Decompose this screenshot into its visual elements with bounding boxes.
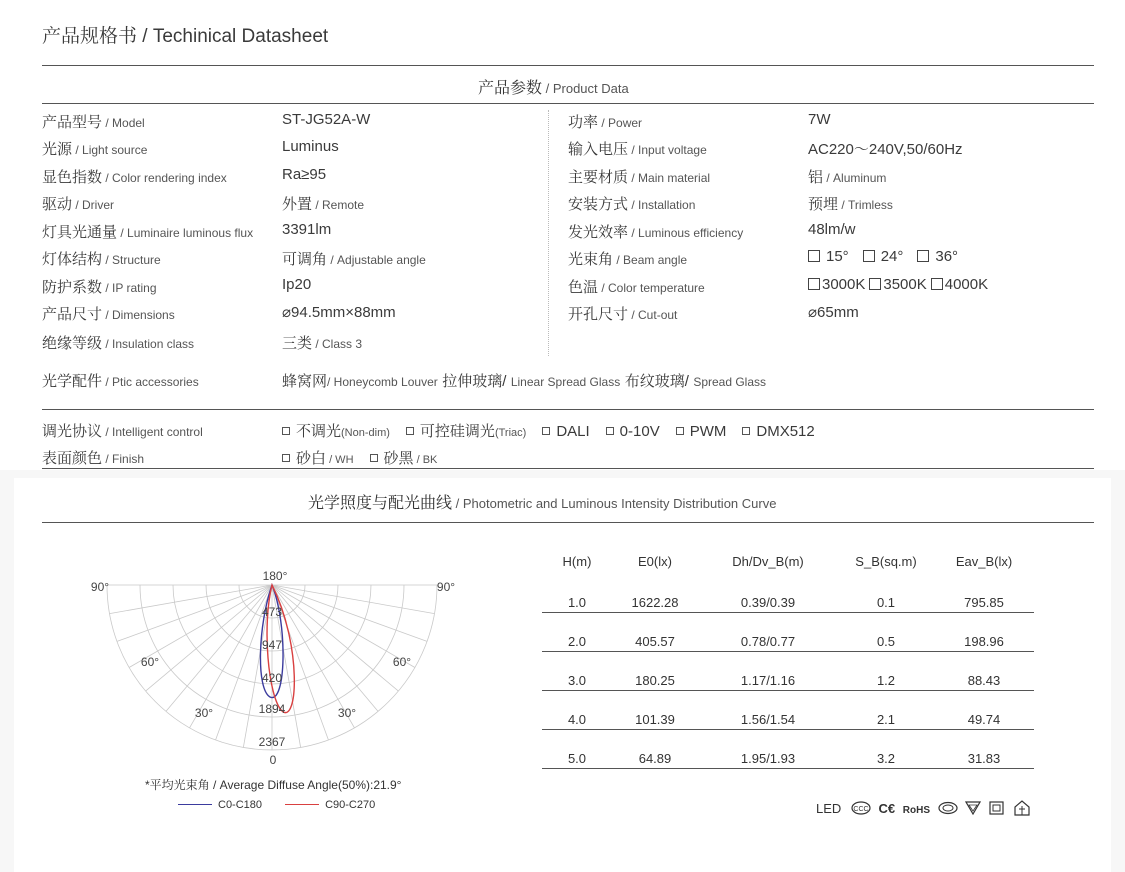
svg-text:CCC: CCC	[853, 806, 869, 813]
spec-label	[42, 193, 114, 214]
spec-label-cn: 光束角	[568, 251, 614, 268]
spec-value-text: AC220～240V,50/60Hz	[808, 141, 963, 158]
spec-value-text: ST-JG52A-W	[282, 111, 371, 128]
table-cell: 3.0	[542, 652, 612, 691]
spec-label-en: / Power	[598, 116, 643, 130]
spec-label-cn: 绝缘等级	[42, 335, 103, 352]
spec-value	[808, 111, 831, 129]
table-cell: 405.57	[612, 613, 698, 652]
spec-value-text: 可调角	[282, 251, 328, 268]
legend-label-c0: C0-C180	[218, 799, 263, 811]
table-cell: 1622.28	[612, 574, 698, 613]
polar-angle-label: 0	[269, 753, 277, 767]
dimming-option[interactable]	[676, 423, 727, 440]
spec-label	[42, 303, 175, 324]
dimming-options	[282, 420, 831, 441]
spec-value-en: / Aluminum	[823, 171, 887, 185]
led-mark: LED	[816, 801, 842, 816]
table-cell: 1.0	[542, 574, 612, 613]
energy-icon	[938, 801, 958, 815]
spec-label-cn: 灯具光通量	[42, 224, 118, 241]
checkbox-icon[interactable]	[370, 454, 378, 462]
spec-label-en: / Color rendering index	[102, 171, 227, 185]
spec-label	[568, 303, 677, 324]
checkbox-icon[interactable]	[808, 278, 820, 290]
checkbox-icon[interactable]	[542, 427, 550, 435]
spec-label-cn: 产品尺寸	[42, 306, 103, 323]
spec-value-text: Ip20	[282, 276, 312, 293]
checkbox-icon[interactable]	[282, 427, 290, 435]
spec-label-cn: 驱动	[42, 196, 73, 213]
product-data-title-cn: 产品参数	[478, 80, 543, 97]
table-cell: 0.1	[838, 574, 934, 613]
dimming-label	[42, 420, 203, 441]
spec-value	[282, 138, 339, 156]
double-insulation-icon	[989, 801, 1005, 815]
color-temp-options	[808, 276, 992, 294]
spec-value-en: / Adjustable angle	[327, 253, 426, 267]
spec-value	[282, 248, 426, 269]
accessory-spread-cn: 布纹玻璃/	[624, 373, 689, 390]
table-cell: 3.2	[838, 730, 934, 769]
polar-angle-label: 30°	[337, 706, 357, 720]
spec-value-text: ⌀65mm	[808, 304, 859, 321]
spec-label-cn: 发光效率	[568, 224, 629, 241]
product-data-title	[478, 75, 629, 98]
spec-value	[282, 111, 370, 129]
table-cell: 2.0	[542, 613, 612, 652]
table-cell: 49.74	[934, 691, 1034, 730]
finish-options	[282, 447, 453, 468]
table-cell: 5.0	[542, 730, 612, 769]
finish-option-en: / BK	[413, 454, 438, 466]
product-data-title-en: / Product Data	[542, 81, 629, 96]
checkbox-icon[interactable]	[676, 427, 684, 435]
spec-label-en: / Structure	[102, 253, 161, 267]
dimming-option-en: (Non-dim)	[341, 427, 390, 439]
spec-value	[282, 166, 326, 184]
table-row	[542, 730, 1034, 769]
color-temp-value: 3000K	[822, 276, 866, 293]
photometric-title	[308, 490, 776, 513]
table-row	[542, 652, 1034, 691]
certification-marks	[816, 800, 1031, 816]
spec-value	[282, 303, 396, 322]
legend-line-c90	[285, 804, 319, 805]
product-data-rule	[42, 103, 1094, 104]
spec-label-en: / Dimensions	[102, 308, 175, 322]
color-temp-option[interactable]	[931, 276, 988, 293]
legend-line-c0	[178, 804, 212, 805]
column-divider	[548, 110, 549, 356]
spec-label	[568, 248, 687, 269]
spec-label	[42, 276, 157, 297]
polar-angle-label: 60°	[140, 655, 160, 669]
table-cell: 88.43	[934, 652, 1034, 691]
spec-label	[568, 221, 743, 242]
furniture-mount-icon	[965, 801, 981, 815]
checkbox-icon[interactable]	[606, 427, 614, 435]
color-temp-value: 3500K	[883, 276, 927, 293]
spec-value-text: 外置	[282, 196, 313, 213]
table-row	[542, 574, 1034, 613]
accessory-linear-cn: 拉伸玻璃/	[442, 373, 507, 390]
accessories-label-cn: 光学配件	[42, 373, 103, 390]
spec-value	[282, 332, 362, 353]
finish-label	[42, 447, 144, 468]
color-temp-value: 4000K	[944, 276, 989, 293]
dimming-option-en: (Triac)	[494, 427, 527, 439]
table-cell: 101.39	[612, 691, 698, 730]
table-cell: 31.83	[934, 730, 1034, 769]
dimming-option-cn: 可控硅调光	[419, 423, 495, 440]
accessory-honeycomb-en: / Honeycomb Louver	[327, 375, 438, 389]
spec-label	[568, 111, 642, 132]
ce-mark: C€	[878, 801, 896, 816]
table-header-cell: Eav_B(lx)	[955, 553, 1013, 569]
beam-angle-value: 24°	[880, 248, 904, 265]
beam-angle-option[interactable]	[917, 248, 958, 265]
spec-label-en: / Beam angle	[613, 253, 688, 267]
finish-option-en: / WH	[326, 454, 354, 466]
diffuse-angle-note: *平均光束角 / Average Diffuse Angle(50%):21.9°	[145, 778, 402, 792]
checkbox-icon[interactable]	[863, 250, 875, 262]
spec-label-en: / Luminous efficiency	[628, 226, 744, 240]
table-cell: 180.25	[612, 652, 698, 691]
spec-value-text: Luminus	[282, 138, 339, 155]
table-header-cell: Dh/Dv_B(m)	[732, 553, 804, 569]
spec-value-text: 预埋	[808, 196, 839, 213]
table-cell: 0.39/0.39	[698, 574, 838, 613]
spec-label-cn: 色温	[568, 279, 599, 296]
spec-value	[808, 221, 856, 239]
finish-label-en: / Finish	[102, 452, 145, 466]
dimming-option-cn: 0-10V	[619, 423, 660, 440]
spec-label	[568, 138, 707, 159]
color-temp-option[interactable]	[808, 276, 865, 293]
table-row	[542, 613, 1034, 652]
photometric-title-cn: 光学照度与配光曲线	[308, 495, 453, 512]
header-rule	[42, 65, 1094, 66]
dimming-option-cn: 不调光	[296, 423, 342, 440]
spec-label-en: / Color temperature	[598, 281, 705, 295]
polar-ring-value: 2367	[258, 735, 286, 749]
spec-value-text: 48lm/w	[808, 221, 856, 238]
dimming-option[interactable]	[406, 423, 526, 440]
polar-legend	[178, 799, 375, 811]
spec-label-en: / Driver	[72, 198, 115, 212]
table-cell: 1.2	[838, 652, 934, 691]
dimming-option-cn: DMX512	[756, 423, 815, 440]
page-title: 产品规格书 / Techinical Datasheet	[42, 26, 329, 47]
spec-label	[42, 221, 253, 242]
spec-label-cn: 灯体结构	[42, 251, 103, 268]
spec-label-cn: 主要材质	[568, 169, 629, 186]
table-cell: 4.0	[542, 691, 612, 730]
checkbox-icon[interactable]	[931, 278, 943, 290]
dimming-option[interactable]	[606, 423, 660, 440]
accessory-spread-en: Spread Glass	[693, 375, 767, 389]
dimming-label-cn: 调光协议	[42, 423, 103, 440]
checkbox-icon[interactable]	[406, 427, 414, 435]
finish-label-cn: 表面颜色	[42, 450, 103, 467]
table-header-cell: E0(lx)	[638, 553, 672, 569]
table-cell: 198.96	[934, 613, 1034, 652]
dimming-option[interactable]	[282, 423, 390, 440]
spec-value-text: 7W	[808, 111, 831, 128]
finish-option[interactable]	[370, 450, 438, 467]
spec-value-text: 铝	[808, 169, 824, 186]
checkbox-icon[interactable]	[808, 250, 820, 262]
accessories-label-en: / Ptic accessories	[102, 375, 199, 389]
photometric-table	[542, 548, 1034, 769]
spec-label-cn: 显色指数	[42, 169, 103, 186]
polar-ring-value: 947	[261, 638, 283, 652]
polar-ring-value: 420	[261, 671, 283, 685]
spec-value-en: / Class 3	[312, 337, 363, 351]
spec-value-text: 3391lm	[282, 221, 332, 238]
spec-label-cn: 功率	[568, 114, 599, 131]
spec-label	[42, 248, 161, 269]
spec-label-en: / Main material	[628, 171, 711, 185]
polar-angle-label: 180°	[262, 569, 288, 583]
spec-value-en: / Remote	[312, 198, 365, 212]
ccc-icon	[851, 801, 871, 815]
spec-value	[808, 303, 859, 322]
checkbox-icon[interactable]	[742, 427, 750, 435]
spec-label	[568, 193, 695, 214]
spec-label-en: / Input voltage	[628, 143, 707, 157]
spec-label	[568, 276, 705, 297]
photometric-title-en: / Photometric and Luminous Intensity Distribution Curve	[452, 496, 777, 511]
spec-value	[282, 221, 331, 239]
spec-label	[42, 138, 147, 159]
finish-option-cn: 砂白	[296, 450, 327, 467]
spec-label	[42, 111, 145, 132]
beam-angle-value: 36°	[935, 248, 959, 265]
table-cell: 64.89	[612, 730, 698, 769]
rohs-mark: RoHS	[902, 805, 931, 816]
dimming-label-en: / Intelligent control	[102, 425, 203, 439]
polar-angle-label: 90°	[90, 580, 110, 594]
polar-angle-label: 30°	[194, 706, 214, 720]
table-cell: 2.1	[838, 691, 934, 730]
spec-label-cn: 防护系数	[42, 279, 103, 296]
spec-label	[568, 166, 710, 187]
spec-value-en: / Trimless	[838, 198, 893, 212]
spec-value-text: 三类	[282, 335, 313, 352]
spec-value	[808, 138, 963, 159]
polar-ring-value: 1894	[258, 702, 286, 716]
spec-label-en: / Light source	[72, 143, 148, 157]
dimming-option[interactable]	[742, 423, 814, 440]
finish-rule	[42, 468, 1094, 469]
polar-ring-value: 473	[261, 605, 283, 619]
finish-option[interactable]	[282, 450, 354, 467]
table-row	[542, 691, 1034, 730]
table-cell: 0.5	[838, 613, 934, 652]
polar-intensity-chart	[80, 545, 470, 770]
accessories-values	[282, 370, 766, 391]
checkbox-icon[interactable]	[917, 250, 929, 262]
table-cell: 1.95/1.93	[698, 730, 838, 769]
spec-label-en: / Insulation class	[102, 337, 195, 351]
beam-angle-option[interactable]	[863, 248, 904, 265]
spec-label-en: / IP rating	[102, 281, 157, 295]
photometric-rule	[42, 522, 1094, 523]
spec-label-cn: 产品型号	[42, 114, 103, 131]
checkbox-icon[interactable]	[282, 454, 290, 462]
table-header-cell: H(m)	[562, 553, 592, 569]
spec-label-cn: 光源	[42, 141, 73, 158]
spec-label-en: / Installation	[628, 198, 696, 212]
dimming-option-cn: PWM	[689, 423, 727, 440]
color-temp-option[interactable]	[869, 276, 926, 293]
spec-value-text: Ra≥95	[282, 166, 327, 183]
spec-label-en: / Model	[102, 116, 145, 130]
dimming-option-cn: DALI	[556, 423, 590, 440]
spec-label-cn: 输入电压	[568, 141, 629, 158]
accessories-rule	[42, 409, 1094, 410]
spec-value-text: ⌀94.5mm×88mm	[282, 304, 396, 321]
accessory-linear-en: Linear Spread Glass	[510, 375, 621, 389]
finish-option-cn: 砂黑	[383, 450, 414, 467]
spec-value	[282, 276, 311, 294]
spec-label	[42, 166, 227, 187]
beam-angle-option[interactable]	[808, 248, 849, 265]
table-cell: 795.85	[934, 574, 1034, 613]
spec-label-en: / Cut-out	[628, 308, 678, 322]
table-cell: 1.17/1.16	[698, 652, 838, 691]
dimming-option[interactable]	[542, 423, 589, 440]
spec-value	[808, 166, 886, 187]
indoor-use-icon	[1013, 800, 1031, 816]
polar-angle-label: 60°	[392, 655, 412, 669]
table-cell: 0.78/0.77	[698, 613, 838, 652]
table-cell: 1.56/1.54	[698, 691, 838, 730]
polar-angle-label: 90°	[436, 580, 456, 594]
spec-label-en: / Luminaire luminous flux	[117, 226, 254, 240]
spec-label-cn: 安装方式	[568, 196, 629, 213]
checkbox-icon[interactable]	[869, 278, 881, 290]
beam-angle-value: 15°	[826, 248, 849, 265]
spec-label	[42, 332, 194, 353]
accessory-honeycomb-cn: 蜂窝网	[282, 373, 328, 390]
accessories-label	[42, 370, 199, 391]
spec-value	[808, 193, 893, 214]
spec-label-cn: 开孔尺寸	[568, 306, 629, 323]
spec-value	[282, 193, 364, 214]
table-header-cell: S_B(sq.m)	[855, 553, 917, 569]
legend-label-c90: C90-C270	[325, 799, 376, 811]
beam-angle-options	[808, 248, 972, 266]
